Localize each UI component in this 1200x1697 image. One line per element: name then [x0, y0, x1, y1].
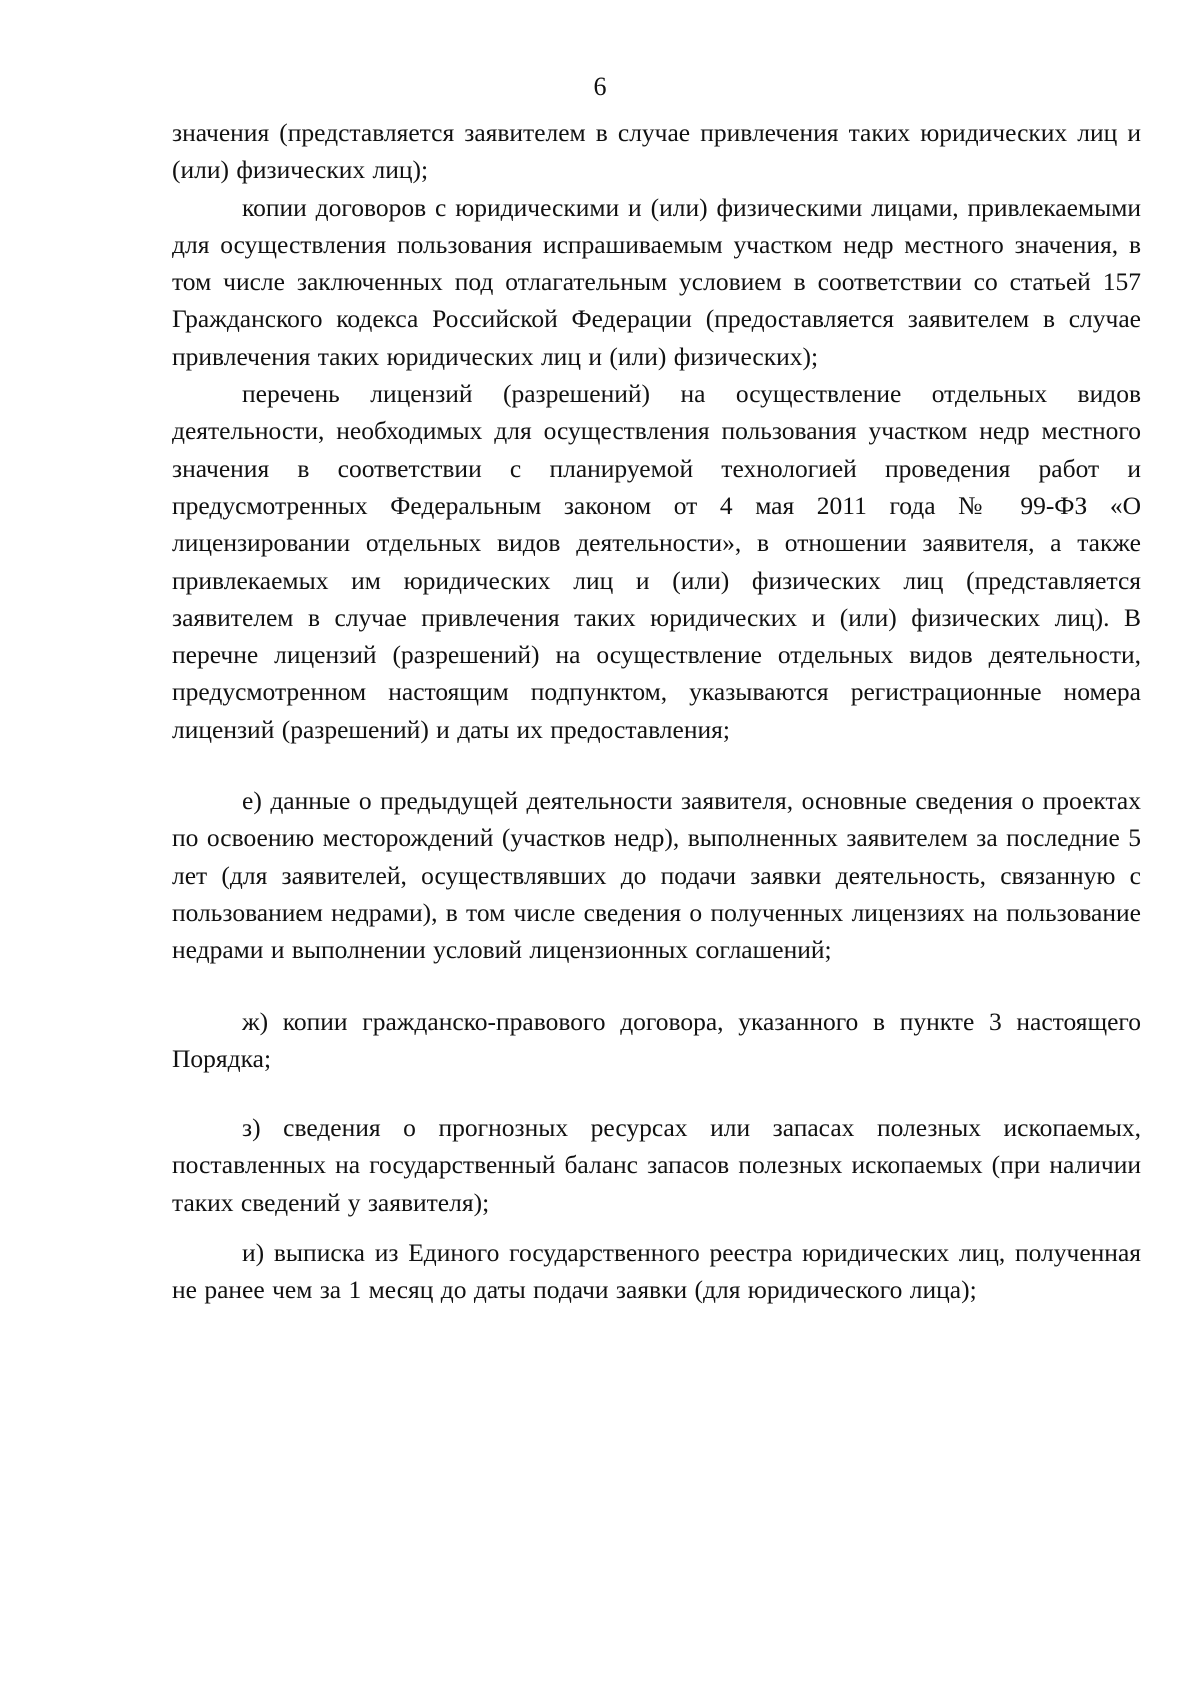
document-body	[172, 114, 1141, 1309]
paragraph-licenses-list: перечень лицензий (разрешений) на осуществление отдельных видов деятельности, необходимых для осуществления пользования участком недр местного значения в соответствии с планируемой технологией проведения работ и предусмотренных Федеральным законом от 4 мая 2011 года № 99-ФЗ «О лицензировании отдельных видов деятельности», в отношении заявителя, а также привлекаемых им юридических лиц и (или) физических лиц (представляется заявителем в случае привлечения таких юридических и (или) физических лиц). В перечне лицензий (разрешений) на осуществление отдельных видов деятельности, предусмотренном настоящим подпунктом, указываются регистрационные номера лицензий (разрешений) и даты их предоставления;	[172, 379, 1141, 744]
paragraph-item-zh: ж) копии гражданско-правового договора, указанного в пункте 3 настоящего Порядка;	[172, 1006, 1141, 1073]
paragraph-item-i: и) выписка из Единого государственного реестра юридических лиц, полученная не ранее чем за 1 месяц до даты подачи заявки (для юридического лица);	[172, 1238, 1141, 1305]
paragraph-item-z: з) сведения о прогнозных ресурсах или запасах полезных ископаемых, поставленных на государственный баланс запасов полезных ископаемых (при наличии таких сведений у заявителя);	[172, 1113, 1141, 1217]
paragraph-item-e: е) данные о предыдущей деятельности заявителя, основные сведения о проектах по освоению месторождений (участков недр), выполненных заявителем за последние 5 лет (для заявителей, осуществлявших до подачи заявки деятельность, связанную с пользованием недрами), в том числе сведения о полученных лицензиях на пользование недрами и выполнении условий лицензионных соглашений;	[172, 786, 1141, 965]
paragraph-continuation: значения (представляется заявителем в случае привлечения таких юридических лиц и (или) физических лиц);	[172, 118, 1141, 185]
page-number: 6	[593, 72, 607, 101]
paragraph-contracts-copies: копии договоров с юридическими и (или) физическими лицами, привлекаемыми для осуществления пользования испрашиваемым участком недр местного значения, в том числе заключенных под отлагательным условием в соответствии со статьей 157 Гражданского кодекса Российской Федерации (предоставляется заявителем в случае привлечения таких юридических лиц и (или) физических);	[172, 192, 1141, 371]
